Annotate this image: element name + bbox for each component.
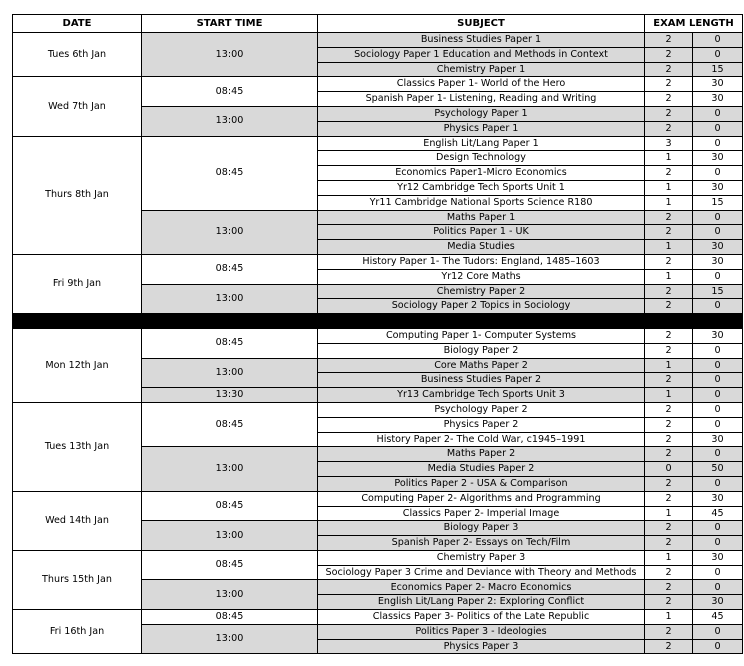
subject-cell: Computing Paper 1- Computer Systems	[318, 328, 645, 343]
exam-row	[13, 33, 743, 48]
minutes-cell: 0	[693, 121, 743, 136]
exam-row	[13, 254, 743, 269]
subject-cell: Computing Paper 2- Algorithms and Programming	[318, 491, 645, 506]
subject-cell: Design Technology	[318, 151, 645, 166]
start-time-cell: 08:45	[142, 136, 318, 210]
minutes-cell: 30	[693, 180, 743, 195]
exam-row	[13, 77, 743, 92]
date-cell: Wed 14th Jan	[13, 491, 142, 550]
start-time-cell: 13:00	[142, 33, 318, 77]
hours-cell: 2	[645, 624, 693, 639]
date-cell: Tues 6th Jan	[13, 33, 142, 77]
hours-cell: 1	[645, 550, 693, 565]
start-time-cell: 13:00	[142, 447, 318, 491]
subject-cell: Spanish Paper 1- Listening, Reading and Writing	[318, 92, 645, 107]
subject-cell: Chemistry Paper 2	[318, 284, 645, 299]
minutes-cell: 0	[693, 565, 743, 580]
minutes-cell: 0	[693, 106, 743, 121]
exam-length-header: EXAM LENGTH	[645, 15, 743, 33]
subject-cell: Yr12 Core Maths	[318, 269, 645, 284]
minutes-cell: 0	[693, 269, 743, 284]
hours-cell: 2	[645, 77, 693, 92]
minutes-cell: 30	[693, 550, 743, 565]
minutes-cell: 30	[693, 151, 743, 166]
hours-cell: 1	[645, 388, 693, 403]
subject-cell: Physics Paper 1	[318, 121, 645, 136]
minutes-cell: 0	[693, 388, 743, 403]
hours-cell: 2	[645, 106, 693, 121]
subject-cell: Sociology Paper 2 Topics in Sociology	[318, 299, 645, 314]
minutes-cell: 0	[693, 343, 743, 358]
hours-cell: 1	[645, 358, 693, 373]
subject-cell: Psychology Paper 1	[318, 106, 645, 121]
hours-cell: 2	[645, 92, 693, 107]
minutes-cell: 0	[693, 47, 743, 62]
hours-cell: 2	[645, 417, 693, 432]
subject-cell: Physics Paper 3	[318, 639, 645, 654]
hours-cell: 2	[645, 536, 693, 551]
minutes-cell: 30	[693, 254, 743, 269]
hours-cell: 2	[645, 580, 693, 595]
start-time-cell: 08:45	[142, 402, 318, 446]
minutes-cell: 0	[693, 580, 743, 595]
minutes-cell: 30	[693, 328, 743, 343]
hours-cell: 2	[645, 476, 693, 491]
subject-cell: Maths Paper 1	[318, 210, 645, 225]
hours-cell: 2	[645, 565, 693, 580]
minutes-cell: 45	[693, 506, 743, 521]
minutes-cell: 0	[693, 136, 743, 151]
date-cell: Fri 16th Jan	[13, 610, 142, 654]
minutes-cell: 30	[693, 595, 743, 610]
minutes-cell: 30	[693, 491, 743, 506]
subject-cell: Spanish Paper 2- Essays on Tech/Film	[318, 536, 645, 551]
hours-cell: 1	[645, 269, 693, 284]
date-cell: Tues 13th Jan	[13, 402, 142, 491]
hours-cell: 2	[645, 639, 693, 654]
separator-bar	[13, 314, 743, 329]
hours-cell: 2	[645, 373, 693, 388]
start-time-cell: 13:00	[142, 358, 318, 388]
subject-cell: Politics Paper 1 - UK	[318, 225, 645, 240]
minutes-cell: 45	[693, 610, 743, 625]
start-time-cell: 08:45	[142, 610, 318, 625]
exam-row	[13, 610, 743, 625]
date-cell: Mon 12th Jan	[13, 328, 142, 402]
minutes-cell: 0	[693, 225, 743, 240]
hours-cell: 1	[645, 506, 693, 521]
hours-cell: 2	[645, 521, 693, 536]
subject-cell: Psychology Paper 2	[318, 402, 645, 417]
start-time-cell: 13:00	[142, 580, 318, 610]
minutes-cell: 50	[693, 462, 743, 477]
hours-cell: 2	[645, 299, 693, 314]
start-time-cell: 13:00	[142, 521, 318, 551]
hours-cell: 1	[645, 151, 693, 166]
start-time-cell: 13:00	[142, 284, 318, 314]
hours-cell: 1	[645, 240, 693, 255]
minutes-cell: 0	[693, 417, 743, 432]
minutes-cell: 30	[693, 432, 743, 447]
exam-row	[13, 491, 743, 506]
date-cell: Wed 7th Jan	[13, 77, 142, 136]
subject-cell: English Lit/Lang Paper 1	[318, 136, 645, 151]
minutes-cell: 0	[693, 639, 743, 654]
start-time-cell: 08:45	[142, 550, 318, 580]
hours-cell: 2	[645, 166, 693, 181]
start-time-cell: 08:45	[142, 491, 318, 521]
date-cell: Thurs 8th Jan	[13, 136, 142, 254]
subject-cell: Sociology Paper 1 Education and Methods in Context	[318, 47, 645, 62]
hours-cell: 2	[645, 491, 693, 506]
minutes-cell: 0	[693, 299, 743, 314]
minutes-cell: 0	[693, 33, 743, 48]
minutes-cell: 0	[693, 624, 743, 639]
exam-row	[13, 328, 743, 343]
subject-cell: History Paper 1- The Tudors: England, 1485–1603	[318, 254, 645, 269]
minutes-cell: 0	[693, 536, 743, 551]
hours-cell: 2	[645, 121, 693, 136]
start-time-cell: 13:30	[142, 388, 318, 403]
hours-cell: 2	[645, 402, 693, 417]
hours-cell: 1	[645, 610, 693, 625]
minutes-cell: 0	[693, 210, 743, 225]
minutes-cell: 15	[693, 62, 743, 77]
start-time-cell: 08:45	[142, 328, 318, 358]
timetable-body	[13, 33, 743, 654]
minutes-cell: 30	[693, 77, 743, 92]
subject-cell: Politics Paper 3 - Ideologies	[318, 624, 645, 639]
subject-cell: Business Studies Paper 2	[318, 373, 645, 388]
minutes-cell: 0	[693, 447, 743, 462]
date-cell: Fri 9th Jan	[13, 254, 142, 313]
hours-cell: 2	[645, 432, 693, 447]
hours-cell: 2	[645, 47, 693, 62]
start-time-cell: 08:45	[142, 77, 318, 107]
minutes-cell: 15	[693, 284, 743, 299]
subject-cell: Classics Paper 2- Imperial Image	[318, 506, 645, 521]
subject-cell: Economics Paper 2- Macro Economics	[318, 580, 645, 595]
hours-cell: 2	[645, 328, 693, 343]
subject-header: SUBJECT	[318, 15, 645, 33]
minutes-cell: 0	[693, 521, 743, 536]
subject-cell: Classics Paper 3- Politics of the Late Republic	[318, 610, 645, 625]
subject-cell: Economics Paper1-Micro Economics	[318, 166, 645, 181]
subject-cell: Media Studies	[318, 240, 645, 255]
date-cell: Thurs 15th Jan	[13, 550, 142, 609]
hours-cell: 3	[645, 136, 693, 151]
minutes-cell: 0	[693, 166, 743, 181]
exam-row	[13, 136, 743, 151]
minutes-cell: 0	[693, 476, 743, 491]
subject-cell: Maths Paper 2	[318, 447, 645, 462]
subject-cell: Politics Paper 2 - USA & Comparison	[318, 476, 645, 491]
hours-cell: 2	[645, 284, 693, 299]
hours-cell: 0	[645, 462, 693, 477]
header-row	[13, 15, 743, 33]
minutes-cell: 0	[693, 373, 743, 388]
minutes-cell: 30	[693, 240, 743, 255]
minutes-cell: 30	[693, 92, 743, 107]
start-time-cell: 08:45	[142, 254, 318, 284]
minutes-cell: 15	[693, 195, 743, 210]
hours-cell: 1	[645, 180, 693, 195]
exam-timetable	[12, 14, 743, 654]
subject-cell: Yr12 Cambridge Tech Sports Unit 1	[318, 180, 645, 195]
subject-cell: Biology Paper 3	[318, 521, 645, 536]
hours-cell: 2	[645, 343, 693, 358]
subject-cell: Media Studies Paper 2	[318, 462, 645, 477]
hours-cell: 2	[645, 595, 693, 610]
hours-cell: 2	[645, 254, 693, 269]
subject-cell: Chemistry Paper 1	[318, 62, 645, 77]
hours-cell: 2	[645, 62, 693, 77]
subject-cell: English Lit/Lang Paper 2: Exploring Conflict	[318, 595, 645, 610]
subject-cell: Classics Paper 1- World of the Hero	[318, 77, 645, 92]
start-time-header: START TIME	[142, 15, 318, 33]
subject-cell: Yr13 Cambridge Tech Sports Unit 3	[318, 388, 645, 403]
hours-cell: 1	[645, 195, 693, 210]
subject-cell: Physics Paper 2	[318, 417, 645, 432]
subject-cell: Sociology Paper 3 Crime and Deviance with Theory and Methods	[318, 565, 645, 580]
exam-row	[13, 550, 743, 565]
exam-row	[13, 402, 743, 417]
minutes-cell: 0	[693, 358, 743, 373]
hours-cell: 2	[645, 225, 693, 240]
subject-cell: Business Studies Paper 1	[318, 33, 645, 48]
subject-cell: Biology Paper 2	[318, 343, 645, 358]
subject-cell: Chemistry Paper 3	[318, 550, 645, 565]
hours-cell: 2	[645, 210, 693, 225]
start-time-cell: 13:00	[142, 624, 318, 654]
subject-cell: Core Maths Paper 2	[318, 358, 645, 373]
week-separator	[13, 314, 743, 329]
subject-cell: History Paper 2- The Cold War, c1945–1991	[318, 432, 645, 447]
start-time-cell: 13:00	[142, 106, 318, 136]
date-header: DATE	[13, 15, 142, 33]
start-time-cell: 13:00	[142, 210, 318, 254]
subject-cell: Yr11 Cambridge National Sports Science R180	[318, 195, 645, 210]
hours-cell: 2	[645, 33, 693, 48]
hours-cell: 2	[645, 447, 693, 462]
minutes-cell: 0	[693, 402, 743, 417]
